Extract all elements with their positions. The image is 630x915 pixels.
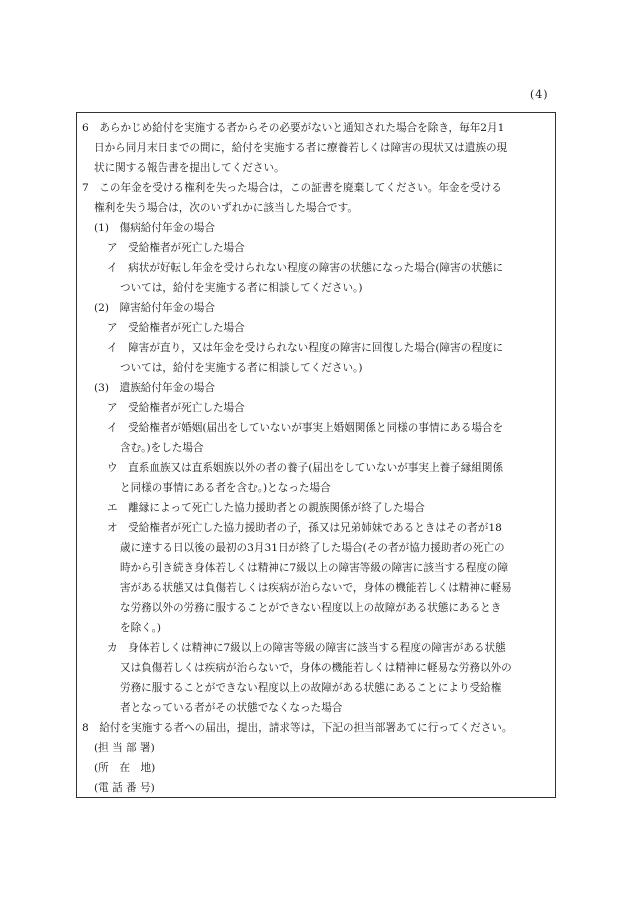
notice-line: 又は負傷若しくは疾病が治らないで，身体の機能若しくは精神に軽易な労務以外の bbox=[120, 662, 512, 674]
notice-line: カ 身体若しくは精神に7級以上の障害等級の障害に該当する程度の障害がある状態 bbox=[107, 642, 506, 654]
notice-line: (電 話 番 号) bbox=[94, 782, 155, 794]
notice-line: (担 当 部 署) bbox=[94, 742, 155, 754]
notice-line: イ 受給権者が婚姻(届出をしていないが事実上婚姻関係と同様の事情にある場合を bbox=[107, 422, 504, 434]
notice-line: ア 受給権者が死亡した場合 bbox=[107, 242, 245, 254]
notice-line: と同様の事情にある者を含む。)となった場合 bbox=[120, 482, 331, 494]
notice-line: 労務に服することができない程度以上の故障がある状態にあることにより受給権 bbox=[120, 682, 502, 694]
notice-line: 6 あらかじめ給付を実施する者からその必要がないと通知された場合を除き，毎年2月1 bbox=[82, 122, 505, 134]
notice-line: を除く。) bbox=[120, 622, 161, 634]
notice-line: 日から同月末日までの間に，給付を実施する者に療養若しくは障害の現状又は遺族の現 bbox=[94, 142, 508, 154]
notice-line: ついては，給付を実施する者に相談してください。) bbox=[120, 282, 363, 294]
notice-line: 者となっている者がその状態でなくなった場合 bbox=[120, 702, 343, 714]
notice-line: (所 在 地) bbox=[94, 762, 156, 774]
notice-line: 害がある状態又は負傷若しくは疾病が治らないで，身体の機能若しくは精神に軽易 bbox=[120, 582, 512, 594]
notice-line: 8 給付を実施する者への届出，提出，請求等は，下記の担当部署あてに行ってください。 bbox=[82, 722, 513, 734]
notice-content bbox=[79, 118, 555, 798]
notice-line: ウ 直系血族又は直系姻族以外の者の養子(届出をしていないが事実上養子縁組関係 bbox=[107, 462, 504, 474]
notice-line: 状に関する報告書を提出してください。 bbox=[94, 162, 285, 174]
notice-line: 含む。)をした場合 bbox=[120, 442, 204, 454]
notice-line: な労務以外の労務に服することができない程度以上の故障がある状態にあるとき bbox=[120, 602, 502, 614]
notice-line: オ 受給権者が死亡した協力援助者の子，孫又は兄弟姉妹であるときはその者が18 bbox=[107, 522, 502, 534]
notice-line: (3) 遺族給付年金の場合 bbox=[94, 382, 215, 394]
notice-line: エ 離縁によって死亡した協力援助者との親族関係が終了した場合 bbox=[107, 502, 425, 514]
notice-line: ついては，給付を実施する者に相談してください。) bbox=[120, 362, 363, 374]
notice-line: イ 障害が直り，又は年金を受けられない程度の障害に回復した場合(障害の程度に bbox=[107, 342, 504, 354]
notice-line: 歳に達する日以後の最初の3月31日が終了した場合(その者が協力援助者の死亡の bbox=[120, 542, 505, 554]
notice-line: 権利を失う場合は，次のいずれかに該当した場合です。 bbox=[94, 202, 358, 214]
notice-line: イ 病状が好転し年金を受けられない程度の障害の状態になった場合(障害の状態に bbox=[107, 262, 504, 274]
page-number: (4) bbox=[530, 88, 549, 101]
notice-line: ア 受給権者が死亡した場合 bbox=[107, 322, 245, 334]
notice-line: (2) 障害給付年金の場合 bbox=[94, 302, 215, 314]
notice-line: 7 この年金を受ける権利を失った場合は，この証書を廃棄してください。年金を受ける bbox=[82, 182, 502, 194]
notice-line: ア 受給権者が死亡した場合 bbox=[107, 402, 245, 414]
notice-line: (1) 傷病給付年金の場合 bbox=[94, 222, 215, 234]
notice-line: 時から引き続き身体若しくは精神に7級以上の障害等級の障害に該当する程度の障 bbox=[120, 562, 509, 574]
